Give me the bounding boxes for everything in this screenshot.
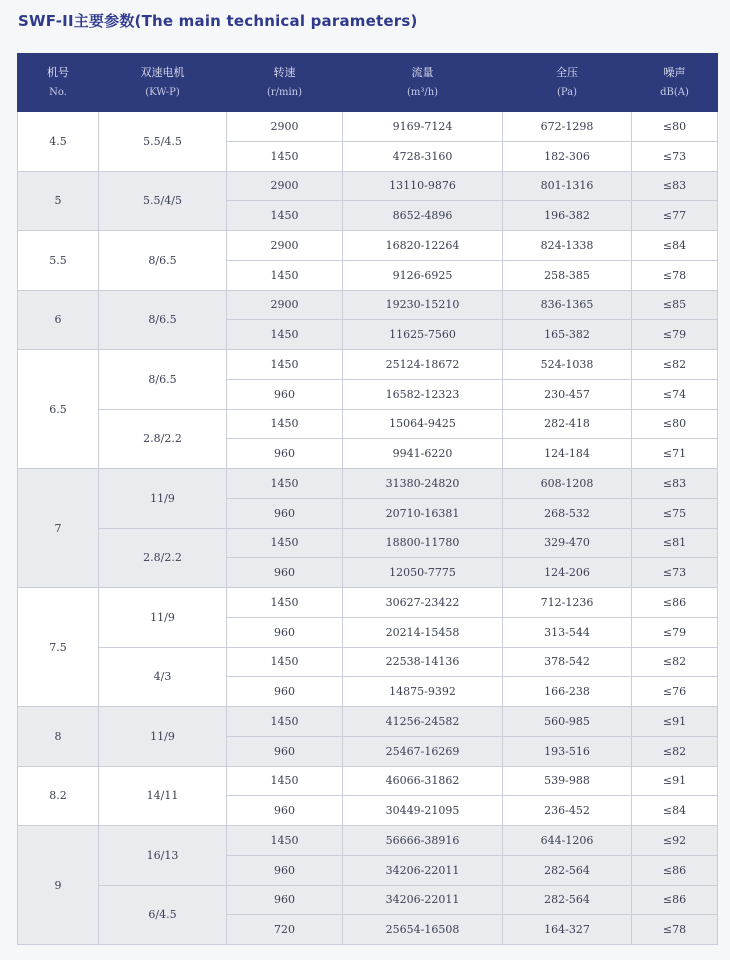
cell-pressure: 193-516	[503, 736, 632, 766]
cell-speed: 1450	[227, 826, 343, 856]
cell-noise: ≤81	[632, 528, 718, 558]
table-row	[18, 290, 718, 320]
cell-flow: 16820-12264	[343, 231, 503, 261]
cell-speed: 960	[227, 498, 343, 528]
cell-pressure: 801-1316	[503, 171, 632, 201]
cell-speed: 1450	[227, 766, 343, 796]
table-row	[18, 112, 718, 142]
cell-speed: 1450	[227, 320, 343, 350]
cell-flow: 25467-16269	[343, 736, 503, 766]
cell-speed: 1450	[227, 201, 343, 231]
cell-pressure: 282-418	[503, 409, 632, 439]
cell-motor-power: 6/4.5	[99, 885, 227, 945]
cell-noise: ≤83	[632, 171, 718, 201]
cell-flow: 41256-24582	[343, 707, 503, 737]
cell-machine-no: 5.5	[18, 231, 99, 291]
cell-motor-power: 11/9	[99, 707, 227, 767]
cell-pressure: 378-542	[503, 647, 632, 677]
cell-flow: 4728-3160	[343, 141, 503, 171]
header-flow: 流量 (m³/h)	[343, 54, 503, 112]
cell-speed: 960	[227, 855, 343, 885]
cell-noise: ≤91	[632, 707, 718, 737]
cell-speed: 1450	[227, 409, 343, 439]
table-row	[18, 766, 718, 796]
cell-speed: 1450	[227, 260, 343, 290]
cell-pressure: 165-382	[503, 320, 632, 350]
cell-noise: ≤83	[632, 469, 718, 499]
cell-machine-no: 6.5	[18, 350, 99, 469]
cell-noise: ≤85	[632, 290, 718, 320]
cell-machine-no: 7	[18, 469, 99, 588]
cell-pressure: 524-1038	[503, 350, 632, 380]
cell-pressure: 164-327	[503, 915, 632, 945]
table-row	[18, 826, 718, 856]
cell-flow: 16582-12323	[343, 379, 503, 409]
cell-speed: 1450	[227, 141, 343, 171]
cell-speed: 1450	[227, 588, 343, 618]
cell-pressure: 282-564	[503, 885, 632, 915]
cell-flow: 20214-15458	[343, 617, 503, 647]
cell-flow: 56666-38916	[343, 826, 503, 856]
cell-flow: 22538-14136	[343, 647, 503, 677]
cell-flow: 12050-7775	[343, 558, 503, 588]
cell-pressure: 824-1338	[503, 231, 632, 261]
cell-noise: ≤79	[632, 320, 718, 350]
cell-speed: 960	[227, 885, 343, 915]
cell-speed: 960	[227, 379, 343, 409]
table-row	[18, 171, 718, 201]
cell-noise: ≤79	[632, 617, 718, 647]
cell-pressure: 282-564	[503, 855, 632, 885]
cell-noise: ≤73	[632, 558, 718, 588]
table-row	[18, 231, 718, 261]
cell-speed: 1450	[227, 707, 343, 737]
cell-noise: ≤78	[632, 915, 718, 945]
cell-motor-power: 11/9	[99, 469, 227, 529]
cell-machine-no: 6	[18, 290, 99, 350]
cell-pressure: 313-544	[503, 617, 632, 647]
cell-pressure: 258-385	[503, 260, 632, 290]
cell-motor-power: 14/11	[99, 766, 227, 826]
cell-flow: 30449-21095	[343, 796, 503, 826]
cell-machine-no: 5	[18, 171, 99, 231]
cell-machine-no: 8.2	[18, 766, 99, 826]
cell-motor-power: 8/6.5	[99, 350, 227, 410]
cell-flow: 9169-7124	[343, 112, 503, 142]
cell-motor-power: 8/6.5	[99, 231, 227, 291]
cell-speed: 960	[227, 796, 343, 826]
table-header	[18, 54, 718, 112]
cell-pressure: 124-206	[503, 558, 632, 588]
cell-pressure: 329-470	[503, 528, 632, 558]
cell-pressure: 712-1236	[503, 588, 632, 618]
cell-machine-no: 7.5	[18, 588, 99, 707]
cell-motor-power: 5.5/4/5	[99, 171, 227, 231]
cell-pressure: 644-1206	[503, 826, 632, 856]
page-title: SWF-II主要参数(The main technical parameters)	[18, 12, 418, 30]
table-row	[18, 885, 718, 915]
cell-flow: 14875-9392	[343, 677, 503, 707]
cell-motor-power: 5.5/4.5	[99, 112, 227, 172]
cell-noise: ≤82	[632, 736, 718, 766]
cell-flow: 8652-4896	[343, 201, 503, 231]
cell-pressure: 608-1208	[503, 469, 632, 499]
cell-motor-power: 2.8/2.2	[99, 528, 227, 588]
cell-flow: 15064-9425	[343, 409, 503, 439]
cell-noise: ≤75	[632, 498, 718, 528]
cell-flow: 9126-6925	[343, 260, 503, 290]
cell-flow: 20710-16381	[343, 498, 503, 528]
cell-flow: 34206-22011	[343, 885, 503, 915]
cell-speed: 2900	[227, 171, 343, 201]
cell-flow: 25124-18672	[343, 350, 503, 380]
table-row	[18, 469, 718, 499]
cell-pressure: 182-306	[503, 141, 632, 171]
cell-noise: ≤84	[632, 231, 718, 261]
cell-flow: 30627-23422	[343, 588, 503, 618]
cell-flow: 11625-7560	[343, 320, 503, 350]
table-body	[18, 112, 718, 945]
cell-machine-no: 8	[18, 707, 99, 767]
cell-machine-no: 9	[18, 826, 99, 945]
table-row	[18, 707, 718, 737]
cell-noise: ≤77	[632, 201, 718, 231]
cell-speed: 1450	[227, 647, 343, 677]
cell-speed: 720	[227, 915, 343, 945]
cell-pressure: 230-457	[503, 379, 632, 409]
table-row	[18, 647, 718, 677]
cell-speed: 960	[227, 439, 343, 469]
cell-machine-no: 4.5	[18, 112, 99, 172]
cell-flow: 9941-6220	[343, 439, 503, 469]
cell-motor-power: 11/9	[99, 588, 227, 648]
cell-noise: ≤78	[632, 260, 718, 290]
cell-noise: ≤82	[632, 647, 718, 677]
header-pressure: 全压 (Pa)	[503, 54, 632, 112]
header-speed: 转速 (r/min)	[227, 54, 343, 112]
cell-speed: 960	[227, 558, 343, 588]
cell-pressure: 539-988	[503, 766, 632, 796]
cell-flow: 34206-22011	[343, 855, 503, 885]
cell-flow: 25654-16508	[343, 915, 503, 945]
cell-pressure: 672-1298	[503, 112, 632, 142]
cell-speed: 2900	[227, 290, 343, 320]
cell-noise: ≤71	[632, 439, 718, 469]
header-noise: 噪声 dB(A)	[632, 54, 718, 112]
cell-noise: ≤73	[632, 141, 718, 171]
cell-pressure: 196-382	[503, 201, 632, 231]
cell-speed: 960	[227, 617, 343, 647]
cell-speed: 1450	[227, 469, 343, 499]
cell-speed: 2900	[227, 231, 343, 261]
cell-pressure: 236-452	[503, 796, 632, 826]
cell-pressure: 166-238	[503, 677, 632, 707]
cell-flow: 18800-11780	[343, 528, 503, 558]
cell-speed: 1450	[227, 350, 343, 380]
cell-noise: ≤86	[632, 885, 718, 915]
cell-speed: 2900	[227, 112, 343, 142]
cell-motor-power: 2.8/2.2	[99, 409, 227, 469]
cell-speed: 960	[227, 677, 343, 707]
cell-noise: ≤86	[632, 855, 718, 885]
cell-noise: ≤92	[632, 826, 718, 856]
parameters-table	[17, 53, 718, 945]
cell-pressure: 268-532	[503, 498, 632, 528]
cell-speed: 1450	[227, 528, 343, 558]
table-row	[18, 409, 718, 439]
header-no: 机号 No.	[18, 54, 99, 112]
cell-noise: ≤91	[632, 766, 718, 796]
table-row	[18, 350, 718, 380]
cell-pressure: 560-985	[503, 707, 632, 737]
cell-flow: 46066-31862	[343, 766, 503, 796]
cell-pressure: 836-1365	[503, 290, 632, 320]
cell-motor-power: 8/6.5	[99, 290, 227, 350]
cell-motor-power: 4/3	[99, 647, 227, 707]
cell-noise: ≤80	[632, 409, 718, 439]
cell-noise: ≤74	[632, 379, 718, 409]
cell-flow: 19230-15210	[343, 290, 503, 320]
cell-pressure: 124-184	[503, 439, 632, 469]
cell-noise: ≤80	[632, 112, 718, 142]
cell-flow: 31380-24820	[343, 469, 503, 499]
cell-noise: ≤82	[632, 350, 718, 380]
cell-flow: 13110-9876	[343, 171, 503, 201]
table-row	[18, 528, 718, 558]
header-motor: 双速电机 (KW-P)	[99, 54, 227, 112]
cell-noise: ≤76	[632, 677, 718, 707]
cell-motor-power: 16/13	[99, 826, 227, 886]
table-row	[18, 588, 718, 618]
cell-speed: 960	[227, 736, 343, 766]
cell-noise: ≤86	[632, 588, 718, 618]
cell-noise: ≤84	[632, 796, 718, 826]
